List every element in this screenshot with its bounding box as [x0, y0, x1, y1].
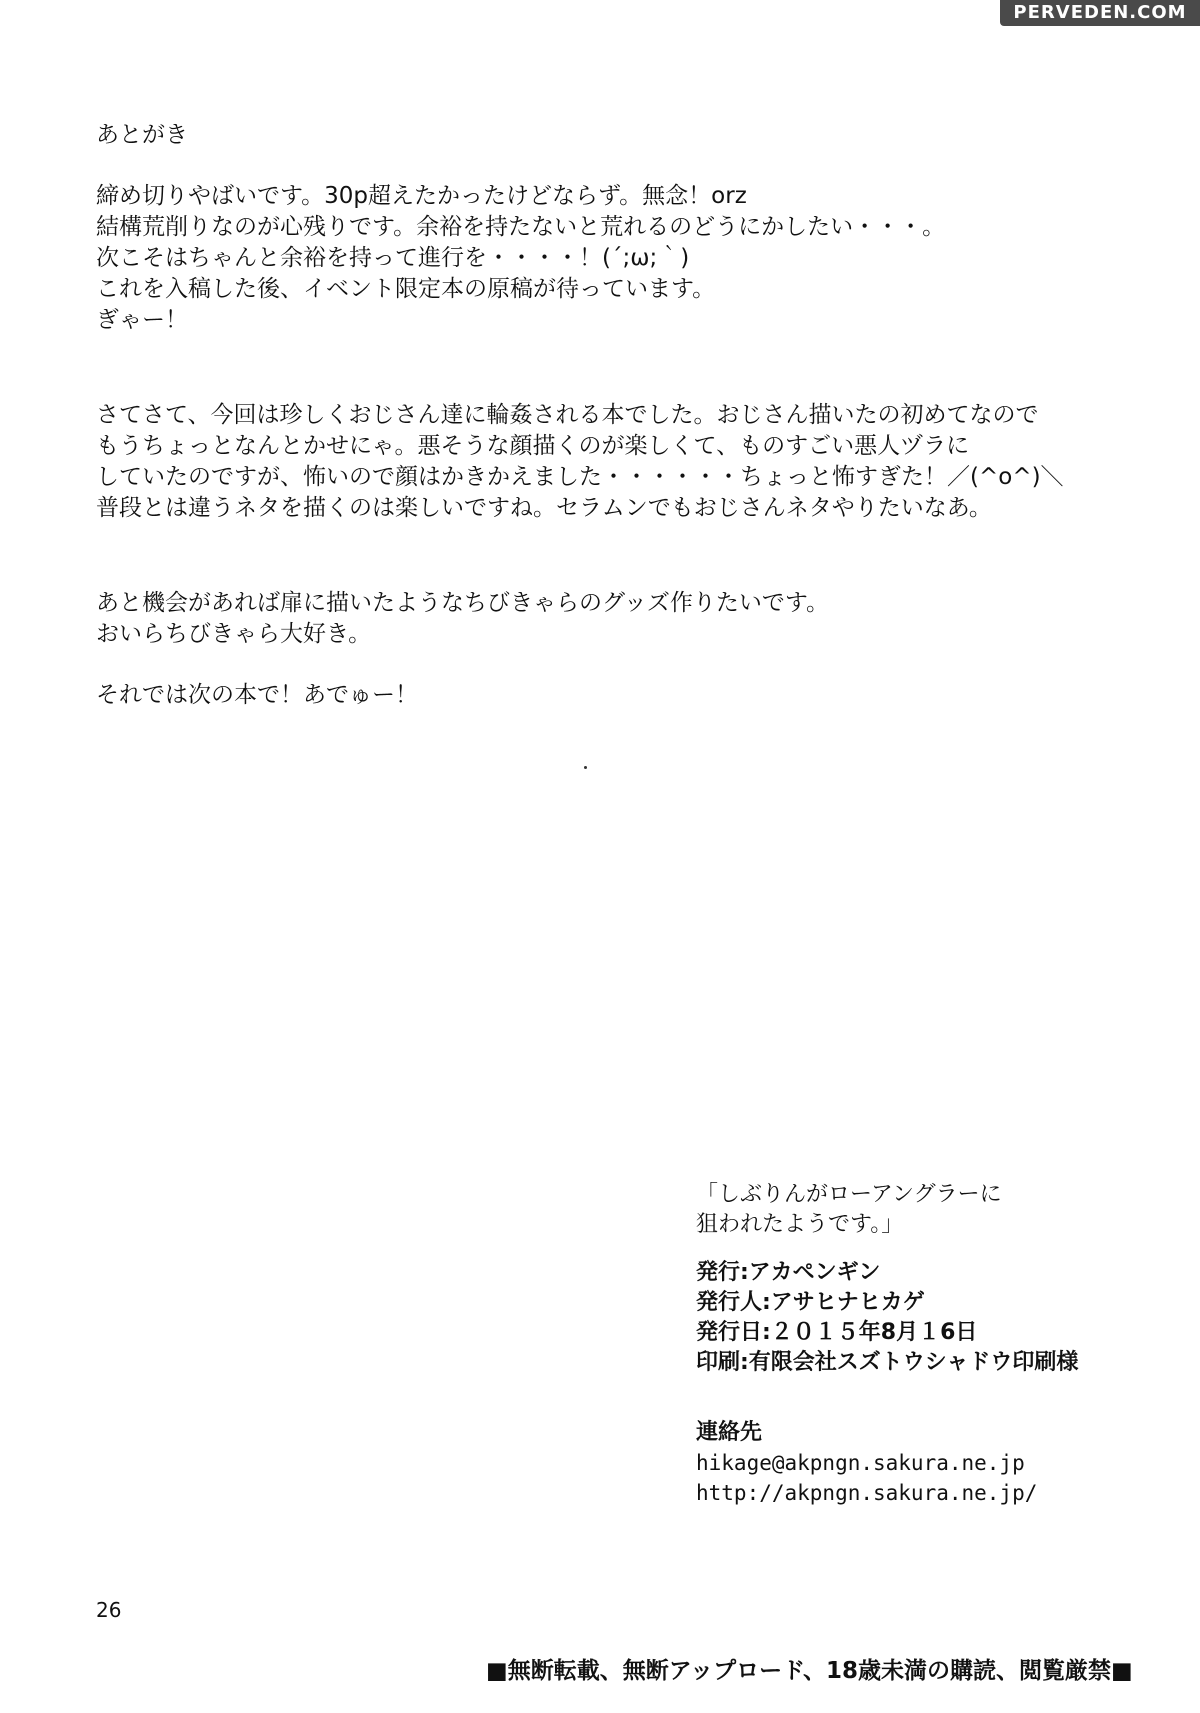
- book-title: [696, 1180, 1176, 1240]
- text-line: 普段とは違うネタを描くのは楽しいですね。セラムンでもおじさんネタやりたいなあ。: [96, 495, 992, 521]
- text-line: 締め切りやばいです。30p超えたかったけどならず。無念！orz: [96, 183, 747, 209]
- book-title-line: 「しぶりんがローアングラーに: [696, 1182, 1002, 1207]
- afterword-paragraph-4: [96, 680, 1136, 711]
- publish-date: 発行日:２０１５年8月１6日: [696, 1320, 978, 1345]
- afterword-title: あとがき: [96, 122, 188, 148]
- text-line: もうちょっとなんとかせにゃ。悪そうな顔描くのが楽しくて、ものすごい悪人ヅラに: [96, 433, 970, 459]
- afterword-paragraph-2: [96, 400, 1136, 524]
- afterword-section: [96, 120, 1136, 711]
- text-line: おいらちびきゃら大好き。: [96, 621, 372, 647]
- text-line: これを入稿した後、イベント限定本の原稿が待っています。: [96, 276, 716, 302]
- text-line: 次こそはちゃんと余裕を持って進行を・・・・！(´;ω;｀): [96, 245, 690, 271]
- publisher: 発行:アカペンギン: [696, 1260, 881, 1285]
- contact-url: http://akpngn.sakura.ne.jp/: [696, 1481, 1038, 1505]
- colophon: [696, 1180, 1176, 1508]
- issuer: 発行人:アサヒナヒカゲ: [696, 1290, 925, 1315]
- text-line: さてさて、今回は珍しくおじさん達に輪姦される本でした。おじさん描いたの初めてなので: [96, 402, 1039, 428]
- contact-email: hikage@akpngn.sakura.ne.jp: [696, 1451, 1025, 1475]
- afterword-paragraph-1: [96, 181, 1136, 336]
- text-line: それでは次の本で！あでゅー！: [96, 682, 418, 708]
- text-line: 結構荒削りなのが心残りです。余裕を持たないと荒れるのどうにかしたい・・・。: [96, 214, 946, 240]
- afterword-paragraph-3: [96, 588, 1136, 650]
- contact-block: [696, 1418, 1176, 1508]
- site-watermark: PERVEDEN.COM: [1000, 0, 1200, 26]
- contact-label: 連絡先: [696, 1420, 763, 1445]
- text-line: あと機会があれば扉に描いたようなちびきゃらのグッズ作りたいです。: [96, 590, 830, 616]
- book-title-line: 狙われたようです。」: [696, 1212, 904, 1237]
- page-number: 26: [96, 1598, 122, 1622]
- text-line: していたのですが、怖いので顔はかきかえました・・・・・・ちょっと怖すぎた！／(^o^)＼: [96, 464, 1064, 490]
- printer: 印刷:有限会社スズトウシャドウ印刷様: [696, 1350, 1079, 1375]
- text-line: ぎゃー！: [96, 307, 188, 333]
- reproduction-notice: ■無断転載、無断アップロード、18歳未満の購読、閲覧厳禁■: [486, 1658, 1133, 1684]
- print-speck: [584, 766, 587, 769]
